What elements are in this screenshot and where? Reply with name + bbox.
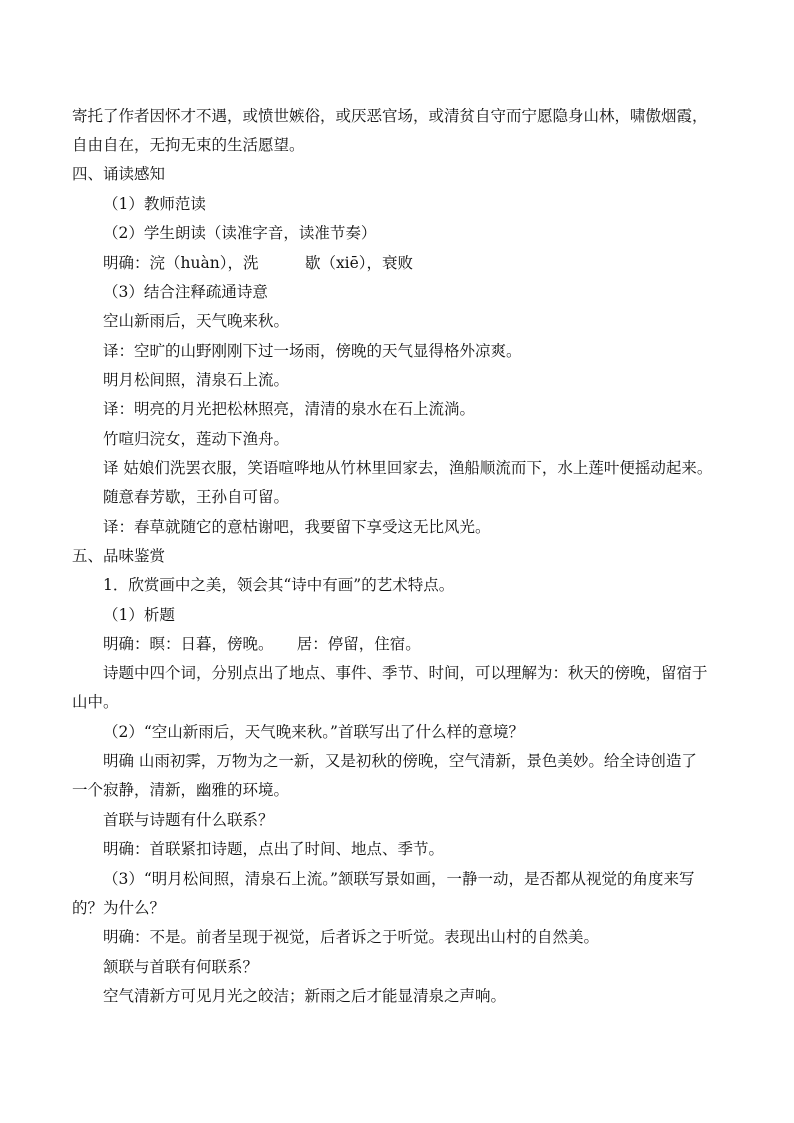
poem-line: 明月松间照，清泉石上流。 (103, 371, 290, 389)
paragraph-line: （3）结合注释疏通诗意 (103, 283, 268, 301)
paragraph-line: 山中。 (72, 693, 119, 711)
paragraph-line: 首联与诗题有什么联系？ (103, 811, 274, 829)
paragraph-line: （2）学生朗读（读准字音，读准节奏） (103, 224, 377, 242)
translation-line: 译 姑娘们洗罢衣服，笑语喧哗地从竹林里回家去，渔船顺流而下，水上莲叶便摇动起来。 (103, 459, 713, 477)
section-heading: 五、品味鉴赏 (72, 547, 166, 565)
paragraph-line: 自由自在，无拘无束的生活愿望。 (72, 136, 305, 154)
paragraph-line: （3）“明月松间照，清泉石上流。”颔联写景如画，一静一动，是否都从视觉的角度来写 (103, 870, 695, 888)
poem-line: 随意春芳歇，王孙自可留。 (103, 488, 290, 506)
paragraph-line: 明确：不是。前者呈现于视觉，后者诉之于听觉。表现出山村的自然美。 (103, 928, 600, 946)
translation-line: 译：春草就随它的意枯谢吧，我要留下享受这无比风光。 (103, 518, 491, 536)
paragraph-line: 寄托了作者因怀才不遇，或愤世嫉俗，或厌恶官场，或清贫自守而宁愿隐身山林，啸傲烟霞， (72, 107, 708, 125)
paragraph-line: 空气清新方可见月光之皎洁；新雨之后才能显清泉之声响。 (103, 987, 507, 1005)
paragraph-line: （1）教师范读 (103, 195, 206, 213)
translation-line: 译：明亮的月光把松林照亮，清清的泉水在石上流淌。 (103, 400, 476, 418)
paragraph-line: 颔联与首联有何联系？ (103, 958, 259, 976)
poem-line: 竹喧归浣女，莲动下渔舟。 (103, 430, 290, 448)
section-heading: 四、诵读感知 (72, 165, 166, 183)
paragraph-line: 一个寂静，清新，幽雅的环境。 (72, 781, 290, 799)
paragraph-line: 的？为什么？ (72, 899, 166, 917)
poem-line: 空山新雨后，天气晚来秋。 (103, 312, 290, 330)
paragraph-line: 明确：浣（huàn），洗 歇（xiē），衰败 (103, 254, 414, 272)
paragraph-line: 明确：暝：日暮，傍晚。 居：停留，住宿。 (103, 635, 421, 653)
paragraph-line: 诗题中四个词，分别点出了地点、事件、季节、时间，可以理解为：秋天的傍晚，留宿于 (103, 664, 708, 682)
paragraph-line: （2）“空山新雨后，天气晚来秋。”首联写出了什么样的意境？ (103, 723, 524, 741)
paragraph-line: （1）析题 (103, 606, 175, 624)
paragraph-line: 明确：首联紧扣诗题，点出了时间、地点、季节。 (103, 840, 445, 858)
paragraph-line: 1．欣赏画中之美，领会其“诗中有画”的艺术特点。 (103, 576, 455, 594)
paragraph-line: 明确 山雨初霁，万物为之一新，又是初秋的傍晚，空气清新，景色美妙。给全诗创造了 (103, 752, 697, 770)
translation-line: 译：空旷的山野刚刚下过一场雨，傍晚的天气显得格外凉爽。 (103, 342, 522, 360)
